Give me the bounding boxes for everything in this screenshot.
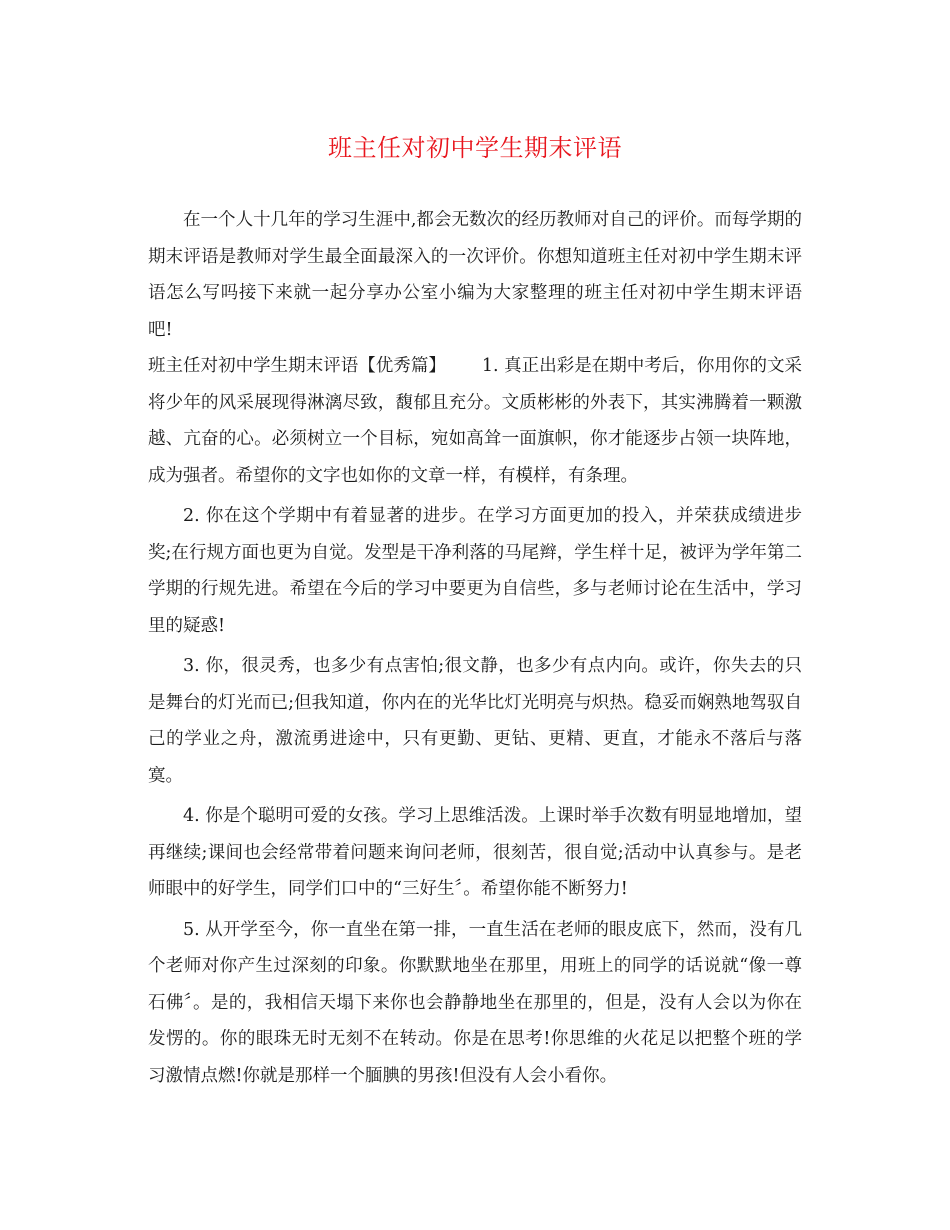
item-paragraph-2: 2. 你在这个学期中有着显著的进步。在学习方面更加的投入，并荣获成绩进步奖;在行规方面也更为自觉。发型是干净利落的马尾辫，学生样十足，被评为学年第二学期的行规先进。希望在今后的学习中要更为自信些，多与老师讨论在生活中，学习里的疑惑!	[148, 506, 802, 636]
document-title: 班主任对初中学生期末评语	[328, 134, 622, 162]
section-paragraph	[148, 348, 802, 494]
intro-paragraph: 在一个人十几年的学习生涯中,都会无数次的经历教师对自己的评价。而每学期的期末评语是教师对学生最全面最深入的一次评价。你想知道班主任对初中学生期末评语怎么写吗接下来就一起分享办公室小编为大家整理的班主任对初中学生期末评语吧!	[148, 210, 802, 340]
item-paragraph-5: 5. 从开学至今，你一直坐在第一排，一直生活在老师的眼皮底下，然而，没有几个老师对你产生过深刻的印象。你默默地坐在那里，用班上的同学的话说就“像一尊石佛〞。是的，我相信天塌下来你也会静静地坐在那里的，但是，没有人会以为你在发愣的。你的眼珠无时无刻不在转动。你是在思考!你思维的火花足以把整个班的学习激情点燃!你就是那样一个腼腆的男孩!但没有人会小看你。	[148, 919, 802, 1086]
item-paragraph-4: 4. 你是个聪明可爱的女孩。学习上思维活泼。上课时举手次数有明显地增加，望再继续;课间也会经常带着问题来询问老师，很刻苦，很自觉;活动中认真参与。是老师眼中的好学生，同学们口中的“三好生〞。希望你能不断努力!	[148, 806, 802, 899]
item-paragraph-1: 1. 真正出彩是在期中考后，你用你的文采将少年的风采展现得淋漓尽致，馥郁且充分。文质彬彬的外表下，其实沸腾着一颗激越、亢奋的心。必须树立一个目标，宛如高耸一面旗帜，你才能逐步占领一块阵地，成为强者。希望你的文字也如你的文章一样，有模样，有条理。	[148, 356, 803, 486]
section-heading: 班主任对初中学生期末评语【优秀篇】	[148, 356, 446, 376]
item-paragraph-3: 3. 你，很灵秀，也多少有点害怕;很文静，也多少有点内向。或许，你失去的只是舞台的灯光而已;但我知道，你内在的光华比灯光明亮与炽热。稳妥而娴熟地驾驭自己的学业之舟，激流勇进途中，只有更勤、更钻、更精、更直，才能永不落后与落寞。	[148, 656, 802, 786]
document-body	[148, 202, 802, 1094]
